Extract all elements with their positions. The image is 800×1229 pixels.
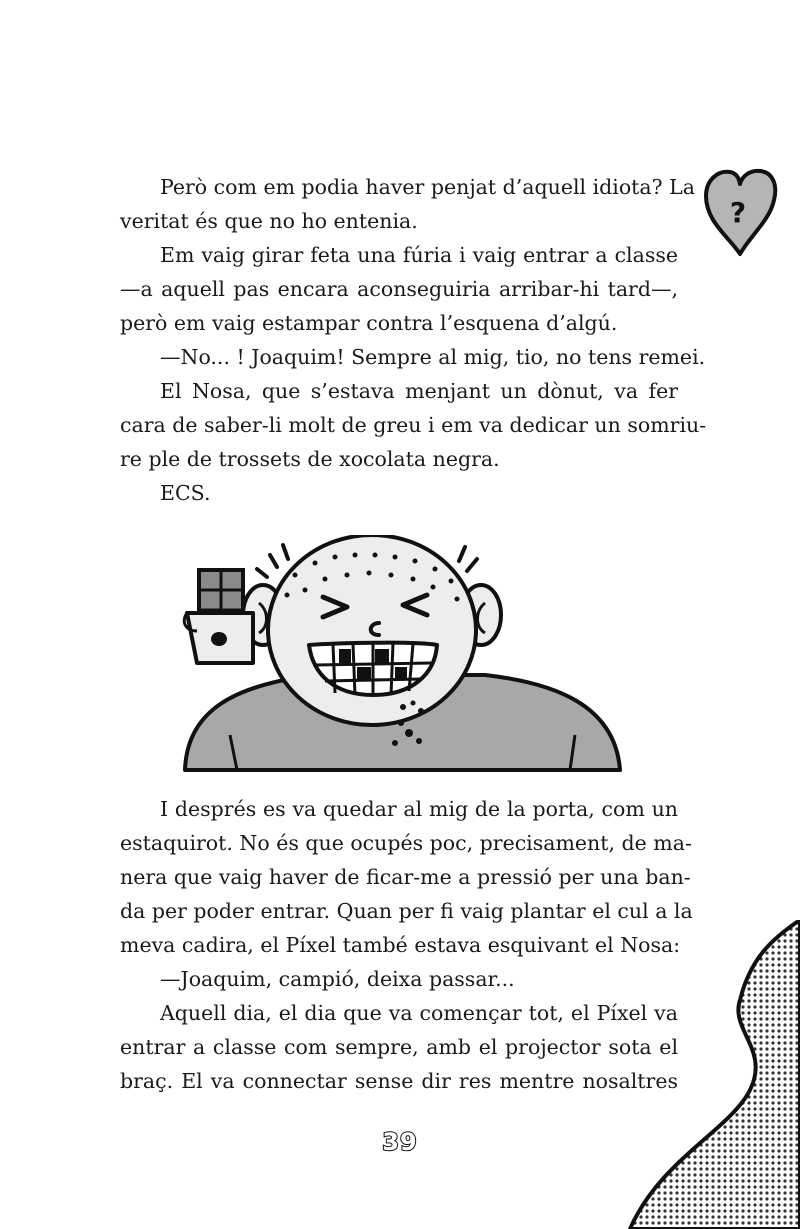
paragraph	[120, 996, 678, 1098]
text-line: nera que vaig haver de ficar-me a pressió per una ban-	[120, 865, 691, 889]
paragraph	[120, 792, 693, 962]
paragraph	[120, 340, 706, 374]
text-line: Però com em podia haver penjat d’aquell idiota? La	[160, 175, 695, 199]
text-line: ECS.	[160, 481, 211, 505]
text-line: re ple de trossets de xocolata negra.	[120, 447, 500, 471]
text-line: estaquirot. No és que ocupés poc, precisament, de ma-	[120, 831, 692, 855]
text-line: cara de saber-li molt de greu i em va dedicar un somriu-	[120, 413, 707, 437]
boy-eating-chocolate-illustration	[175, 535, 695, 780]
halftone-dots-decoration	[620, 920, 800, 1229]
text-line: Aquell dia, el dia que va començar tot, el Píxel va	[160, 1001, 678, 1025]
text-line: veritat és que no ho entenia.	[120, 209, 418, 233]
text-line: I després es va quedar al mig de la porta, com un	[160, 797, 678, 821]
text-line: da per poder entrar. Quan per fi vaig plantar el cul a la	[120, 899, 693, 923]
text-bottom	[120, 792, 693, 1098]
heart-question-icon	[700, 162, 780, 262]
heart-symbol: ?	[729, 196, 747, 229]
text-line: però em vaig estampar contra l’esquena d’algú.	[120, 311, 618, 335]
text-line: —a aquell pas encara aconseguiria arribar-hi tard—,	[120, 277, 678, 301]
page-number: 39	[382, 1128, 418, 1156]
text-line: entrar a classe com sempre, amb el projector sota el	[120, 1035, 678, 1059]
paragraph	[120, 170, 695, 238]
text-line: Em vaig girar feta una fúria i vaig entrar a classe	[160, 243, 678, 267]
text-line: El Nosa, que s’estava menjant un dònut, va fer	[160, 379, 678, 403]
text-line: meva cadira, el Píxel també estava esquivant el Nosa:	[120, 933, 681, 957]
paragraph	[120, 238, 678, 340]
paragraph	[120, 374, 707, 476]
paragraph	[120, 476, 678, 510]
paragraph	[120, 962, 678, 996]
text-line: —Joaquim, campió, deixa passar...	[160, 967, 515, 991]
text-top	[120, 170, 707, 510]
text-line: braç. El va connectar sense dir res mentre nosaltres	[120, 1069, 678, 1093]
text-line: —No... ! Joaquim! Sempre al mig, tio, no tens remei.	[160, 345, 706, 369]
